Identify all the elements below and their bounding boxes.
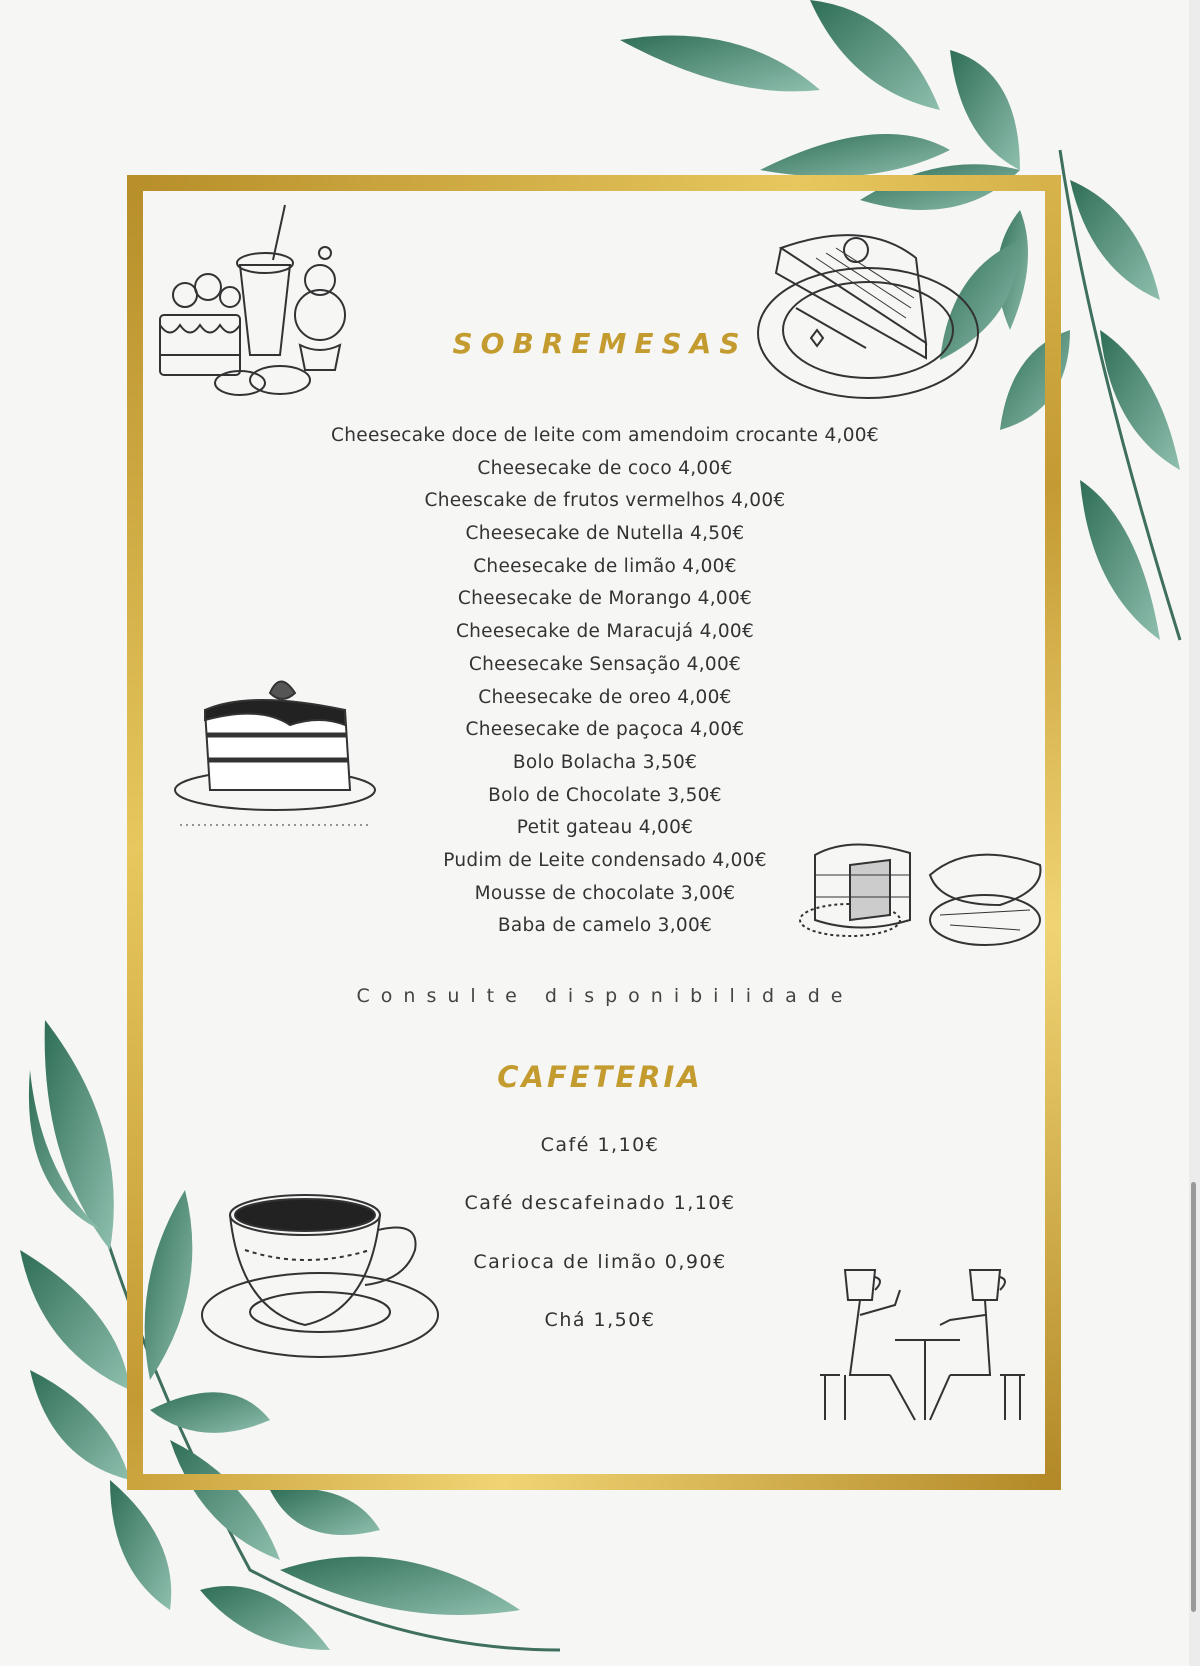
- availability-note: Consulte disponibilidade: [356, 985, 854, 1007]
- list-item: Pudim de Leite condensado 4,00€: [443, 849, 767, 871]
- list-item: Cheesecake de Maracujá 4,00€: [455, 621, 755, 643]
- dessert-group-icon: [160, 205, 360, 405]
- list-item: Cheesecake doce de leite com amendoim crocante 4,00€: [331, 425, 879, 446]
- list-item: Cheesecake de Nutella 4,50€: [465, 523, 745, 545]
- coffee-list: [0, 1130, 1200, 1363]
- list-item: Chá 1,50€: [544, 1308, 656, 1331]
- list-item: Café 1,10€: [540, 1134, 660, 1156]
- section-title-sobremesas: SOBREMESAS: [452, 327, 748, 360]
- list-item: Café descafeinado 1,10€: [464, 1192, 736, 1215]
- list-item: Cheesecake Sensação 4,00€: [468, 653, 742, 675]
- list-item: Mousse de chocolate 3,00€: [474, 882, 736, 904]
- list-item: Carioca de limão 0,90€: [473, 1250, 727, 1273]
- list-item: Cheesecake de Morango 4,00€: [457, 588, 753, 610]
- list-item: Petit gateau 4,00€: [516, 817, 694, 839]
- list-item: Bolo Bolacha 3,50€: [512, 751, 698, 773]
- list-item: Cheesecake de oreo 4,00€: [478, 686, 732, 708]
- list-item: Baba de camelo 3,00€: [497, 915, 713, 937]
- list-item: Cheescake de frutos vermelhos 4,00€: [424, 490, 786, 512]
- dessert-list: [0, 420, 1200, 943]
- scrollbar-thumb[interactable]: [1191, 1182, 1196, 1612]
- pie-slice-icon: [756, 218, 981, 403]
- section-title-cafeteria: CAFETERIA: [497, 1060, 703, 1094]
- list-item: Cheesecake de limão 4,00€: [473, 555, 737, 577]
- list-item: Bolo de Chocolate 3,50€: [488, 784, 722, 806]
- list-item: Cheesecake de paçoca 4,00€: [465, 719, 745, 741]
- list-item: Cheesecake de coco 4,00€: [477, 457, 733, 479]
